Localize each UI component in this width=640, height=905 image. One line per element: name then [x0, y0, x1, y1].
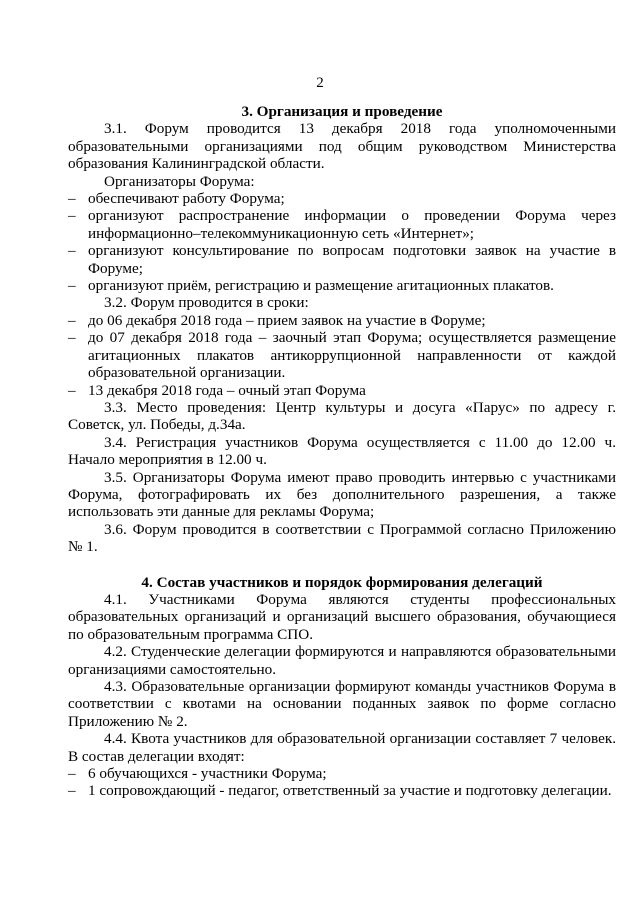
section-gap — [68, 556, 616, 574]
list-item: – организуют распространение информации о проведении Форума через информационно–телекоммуникационную сеть «Интернет»; — [68, 207, 616, 242]
paragraph-4-4: 4.4. Квота участников для образовательной организации составляет 7 человек. В состав делегации входят: — [68, 730, 616, 765]
section-4-heading: 4. Состав участников и порядок формирования делегаций — [141, 573, 543, 591]
organizers-intro: Организаторы Форума: — [104, 172, 255, 190]
section-3-heading: 3. Организация и проведение — [241, 103, 443, 120]
paragraph-4-1: 4.1. Участниками Форума являются студенты профессиональных образовательных организаций и организаций высшего образования, обучающиеся по образовательным программа СПО. — [68, 590, 616, 643]
paragraph-4-2: 4.2. Студенческие делегации формируются и направляются образовательными организациями самостоятельно. — [68, 643, 616, 678]
paragraph-3-5: 3.5. Организаторы Форума имеют право проводить интервью с участниками Форума, фотографировать их без дополнительного разрешения, а также использовать эти данные для рекламы Форума; — [68, 468, 616, 521]
paragraph-3-3: 3.3. Место проведения: Центр культуры и досуга «Парус» по адресу г. Советск, ул. Победы, д.34а. — [68, 398, 616, 434]
list-item: – 1 сопровождающий - педагог, ответственный за участие и подготовку делегации. — [68, 782, 612, 800]
paragraph-3-1: 3.1. Форум проводится 13 декабря 2018 года уполномоченными образовательными организациями под общим руководством Министерства образования Калининградской области. — [68, 120, 616, 173]
list-item: – до 07 декабря 2018 года – заочный этап Форума; осуществляется размещение агитационных плакатов антикоррупционной направленности от каждой образовательной организации. — [68, 329, 616, 382]
paragraph-3-6: 3.6. Форум проводится в соответствии с Программой согласно Приложению № 1. — [68, 520, 616, 556]
paragraph-3-2: 3.2. Форум проводится в сроки: — [104, 294, 309, 312]
document-body — [68, 103, 616, 800]
paragraph-4-3: 4.3. Образовательные организации формируют команды участников Форума в соответствии с квотами на основании поданных заявок по форме согласно Приложению № 2. — [68, 678, 616, 730]
page-number: 2 — [316, 75, 324, 91]
list-item: – 13 декабря 2018 года – очный этап Форума — [68, 381, 366, 399]
paragraph-3-4: 3.4. Регистрация участников Форума осуществляется с 11.00 до 12.00 ч. Начало мероприятия в 12.00 ч. — [68, 433, 616, 469]
list-item: – 6 обучающихся - участники Форума; — [68, 765, 327, 783]
list-item: – обеспечивают работу Форума; — [68, 190, 285, 208]
list-item: – организуют приём, регистрацию и размещение агитационных плакатов. — [68, 277, 554, 295]
list-item: – до 06 декабря 2018 года – прием заявок на участие в Форуме; — [68, 311, 486, 329]
list-item: – организуют консультирование по вопросам подготовки заявок на участие в Форуме; — [68, 242, 616, 277]
